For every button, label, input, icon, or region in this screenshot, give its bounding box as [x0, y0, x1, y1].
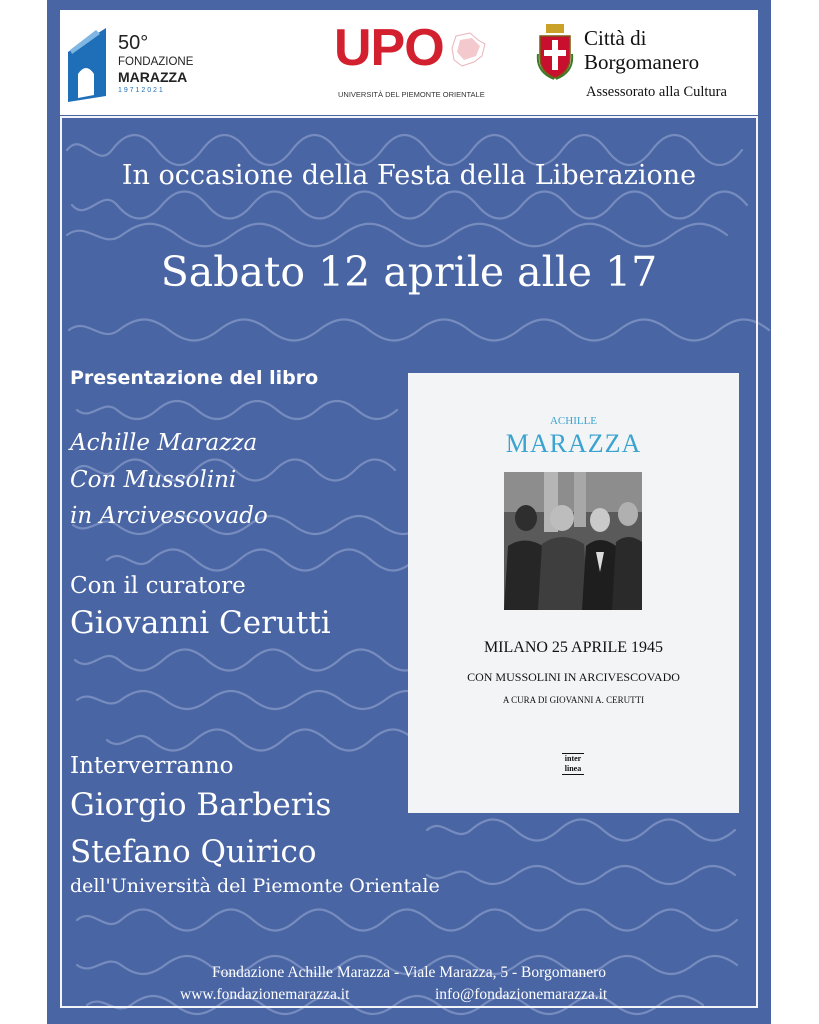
book-title-line-2: Con Mussolini: [70, 467, 237, 493]
event-poster: [47, 0, 771, 1024]
fondazione-name: MARAZZA: [118, 69, 188, 85]
cover-subtitle: CON MUSSOLINI IN ARCIVESCOVADO: [467, 670, 680, 684]
comune-line1: Città di: [584, 26, 647, 50]
coat-of-arms-icon: [536, 24, 574, 80]
logo-strip: [60, 10, 758, 115]
cover-editor: A CURA DI GIOVANNI A. CERUTTI: [502, 695, 645, 705]
presentation-label: Presentazione del libro: [70, 367, 319, 389]
speaker-2: Stefano Quirico: [70, 834, 317, 870]
curator-name: Giovanni Cerutti: [70, 605, 331, 641]
cover-author-first: ACHILLE: [549, 415, 598, 427]
footer-website-link[interactable]: www.fondazionemarazza.it: [180, 986, 350, 1003]
book-title-line-1: Achille Marazza: [70, 430, 258, 456]
fondazione-marazza-logo: [66, 18, 206, 108]
publisher-line-1: inter: [564, 754, 582, 763]
upo-letters: UPO: [334, 19, 444, 77]
curator-label: Con il curatore: [70, 573, 246, 599]
footer-contacts: [47, 986, 771, 1006]
book-cover: [408, 373, 739, 813]
upo-subtitle: UNIVERSITÀ DEL PIEMONTE ORIENTALE: [338, 90, 485, 99]
footer-email-link[interactable]: info@fondazionemarazza.it: [435, 986, 608, 1003]
publisher-line-2: linea: [564, 764, 582, 773]
fondazione-label: FONDAZIONE: [118, 56, 194, 68]
comune-name: Borgomanero: [584, 50, 700, 74]
upo-logo: [332, 19, 492, 112]
event-date: Sabato 12 aprile alle 17: [160, 248, 658, 296]
piedmont-map-icon: [448, 30, 488, 70]
speaker-1: Giorgio Barberis: [70, 787, 332, 823]
footer-address: Fondazione Achille Marazza - Viale Marazza, 5 - Borgomanero: [211, 964, 607, 981]
borgomanero-logo: [536, 18, 758, 110]
fondazione-anniversary: 50°: [118, 32, 149, 54]
cover-author-last: MARAZZA: [505, 429, 642, 458]
book-title-line-3: in Arcivescovado: [70, 503, 268, 529]
occasion-heading: In occasione della Festa della Liberazione: [121, 160, 697, 191]
speakers-label: Interverranno: [70, 753, 234, 779]
fondazione-book-icon: [66, 22, 110, 106]
speaker-affiliation: dell'Università del Piemonte Orientale: [70, 875, 440, 897]
publisher-logo: [562, 753, 584, 775]
cover-photo: [504, 472, 642, 610]
fondazione-years: 1 9 7 1 2 0 2 1: [118, 87, 163, 94]
cover-title: MILANO 25 APRILE 1945: [483, 639, 664, 656]
comune-department: Assessorato alla Cultura: [586, 84, 727, 100]
